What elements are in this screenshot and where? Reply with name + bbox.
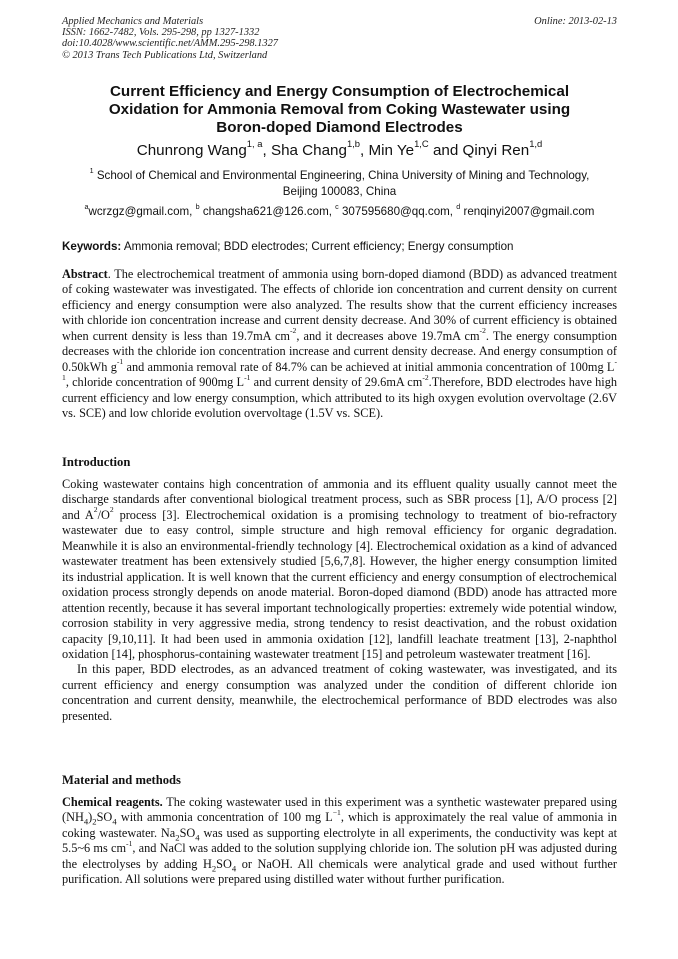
- abstract: [62, 267, 617, 422]
- affiliation-mark: 1: [89, 165, 94, 175]
- abstract-sup: -2: [422, 372, 429, 382]
- affiliation-line: [62, 165, 617, 184]
- paragraph-sup: 2: [93, 505, 98, 515]
- paragraph-sub: 2: [211, 863, 217, 874]
- email-list: [62, 201, 617, 219]
- email-mark: b: [195, 201, 200, 211]
- paragraph: In this paper, BDD electrodes, as an advanced treatment of coking wastewater, was investigated, and its current efficiency and energy consumption was analyzed under the condition of different chloride ion concentration and current density, meanwhile, the electrochemical performance of BDD electrodes was also presented.: [62, 662, 617, 723]
- abstract-text: , chloride concentration of 900mg L: [65, 375, 245, 390]
- affiliation-text: School of Chemical and Environmental Engineering, China University of Mining and Technology,: [93, 169, 590, 182]
- paragraph-text: SO: [179, 825, 196, 840]
- email-address: renqinyi2007@gmail.com: [460, 205, 595, 218]
- title-line: Boron-doped Diamond Electrodes: [216, 119, 463, 136]
- author-name: Min Ye: [368, 142, 415, 159]
- author-affiliation-mark: 1,b: [346, 138, 361, 150]
- author-name: Qinyi Ren: [462, 142, 530, 159]
- abstract-sup: -2: [290, 326, 297, 336]
- email-address: 307595680@qq.com,: [338, 205, 457, 218]
- doi-line: doi:10.4028/www.scientific.net/AMM.295-298.1327: [62, 38, 278, 50]
- section-heading-introduction: Introduction: [62, 455, 131, 469]
- paragraph-sub: 4: [112, 816, 117, 827]
- paragraph-sup: -1: [126, 838, 133, 848]
- paragraph-text: , and NaCl was added to the solution supplying chloride ion. The solution pH was adjusted during the electrolyses by adding H: [62, 841, 617, 871]
- paragraph-text: SO: [96, 810, 113, 825]
- paragraph-text: ): [88, 810, 93, 825]
- abstract-text: .Therefore, BDD electrodes have high current efficiency and low energy consumption, which attributed to its high oxygen evolution overvoltage (2.6V vs. SCE) and low chloride evolution overvoltage (1.5V vs. SCE).: [62, 375, 617, 421]
- paper-title: [62, 83, 617, 137]
- issn-line: ISSN: 1662-7482, Vols. 295-298, pp 1327-1332: [62, 27, 260, 39]
- abstract-sup: -1: [116, 357, 124, 367]
- affiliation: [62, 165, 617, 199]
- paragraph-text: The coking wastewater used in this experiment was a synthetic wastewater prepared using (NH: [62, 795, 617, 825]
- author-separator: ,: [262, 142, 271, 159]
- paragraph-sup: 2: [109, 505, 114, 515]
- title-line: Oxidation for Ammonia Removal from Coking Wastewater using: [108, 101, 571, 118]
- paragraph-sub: 4: [231, 863, 237, 874]
- author-list: [62, 138, 617, 160]
- paragraph-text: was used as supporting electrolyte in all experiments, the conductivity was kept at 5.5~6 ms cm: [62, 825, 617, 856]
- paragraph-text: with ammonia concentration of 100 mg L: [116, 810, 333, 825]
- paragraph-text: , which is approximately the real value of ammonia in coking wastewater. Na: [62, 810, 617, 840]
- paragraph-sub: 2: [92, 816, 97, 827]
- email-address: changsha621@126.com,: [199, 205, 336, 218]
- author-name: Chunrong Wang: [136, 142, 247, 159]
- paragraph-sub: 2: [175, 832, 180, 843]
- affiliation-line: Beijing 100083, China: [282, 184, 397, 198]
- abstract-sup: -2: [479, 326, 486, 336]
- journal-name: Applied Mechanics and Materials: [62, 16, 204, 27]
- methods-body: [62, 795, 617, 888]
- keywords-text: Ammonia removal; BDD electrodes; Current efficiency; Energy consumption: [121, 240, 514, 253]
- abstract-text: and current density of 29.6mA cm: [250, 375, 423, 390]
- paragraph: [62, 477, 617, 662]
- paragraph-sup: −1: [332, 807, 341, 817]
- subsection-label: Chemical reagents.: [62, 795, 163, 809]
- online-date: Online: 2013-02-13: [534, 16, 617, 27]
- email-mark: a: [84, 201, 89, 211]
- paragraph-text: Coking wastewater contains high concentration of ammonia and its effluent quality usually cannot meet the discharge standards after conventional biological treatment process, such as SBR process [1], A/O process [2] and A: [62, 477, 617, 522]
- paragraph-text: /O: [97, 507, 110, 522]
- journal-header: [62, 16, 617, 61]
- abstract-text: . The energy consumption decreases with the chloride ion concentration increase and current density decrease. And energy consumption of 0.50kWh g: [62, 328, 618, 374]
- paragraph-text: process [3]. Electrochemical oxidation is a promising technology to treatment of bio-refractory wastewater due to easy control, simple structure and high removal efficiency for organic degradation. Meanwhile it is also an environmental-friendly technology [4]. Electrochemical oxidation as a kind of advanced wastewater treatment has been extensively studied [5,6,7,8]. However, the higher energy consumption limited its industrial application. It is well known that the current efficiency and energy consumption of electrochemical oxidation process strongly depends on anode material. Boron-doped diamond (BDD) anode has attracted more attention recently, because it has several important technologically properties: extremely wide potential window, corrosion stability in very aggressive media, strong tendency to resist deactivation, and the robust oxidation capacity [9,10,11]. It had been used in ammonia oxidation [12], landfill leachate treatment [13], 2-naphthol oxidation [14], phosphorus-containing wastewater treatment [15] and petroleum wastewater treatment [16].: [62, 507, 618, 661]
- abstract-sup: -1: [244, 372, 251, 382]
- keywords: [62, 239, 617, 254]
- author-separator: ,: [360, 142, 369, 159]
- author-affiliation-mark: 1,d: [529, 138, 543, 150]
- author-name: Sha Chang: [270, 142, 347, 159]
- title-line: Current Efficiency and Energy Consumption of Electrochemical: [109, 83, 570, 100]
- keywords-label: Keywords:: [62, 240, 122, 253]
- email-mark: c: [335, 201, 339, 211]
- copyright-line: © 2013 Trans Tech Publications Ltd, Switzerland: [62, 49, 268, 61]
- paragraph-text: SO: [216, 856, 232, 871]
- abstract-text: and ammonia removal rate of 84.7% can be achieved at initial ammonia concentration of 100mg L: [123, 359, 615, 374]
- introduction-body: [62, 477, 617, 724]
- email-address: wcrzgz@gmail.com,: [88, 205, 196, 218]
- abstract-text: . The electrochemical treatment of ammonia using born-doped diamond (BDD) as advanced treatment of coking wastewater was investigated. The effects of chloride ion concentration and current density on current efficiency and energy consumption were also analyzed. The results show that the current efficiency increases with chloride ion concentration increase and current density decrease. And 30% of current efficiency is obtained when current density is less than 19.7mA cm: [62, 267, 617, 343]
- abstract-text: , and it decreases above 19.7mA cm: [296, 328, 480, 343]
- author-affiliation-mark: 1, a: [246, 138, 263, 150]
- author-separator: and: [428, 142, 463, 159]
- paragraph-sub: 4: [83, 816, 89, 827]
- abstract-sup: -1: [62, 357, 617, 382]
- paragraph-text: or NaOH. All chemicals were analytical grade and used without further purification. All solutions were prepared using distilled water without further purification.: [62, 856, 617, 887]
- author-affiliation-mark: 1,C: [414, 138, 429, 150]
- email-mark: d: [456, 201, 461, 211]
- paragraph-sub: 4: [195, 832, 200, 843]
- abstract-label: Abstract: [62, 267, 108, 281]
- section-heading-methods: Material and methods: [62, 773, 181, 787]
